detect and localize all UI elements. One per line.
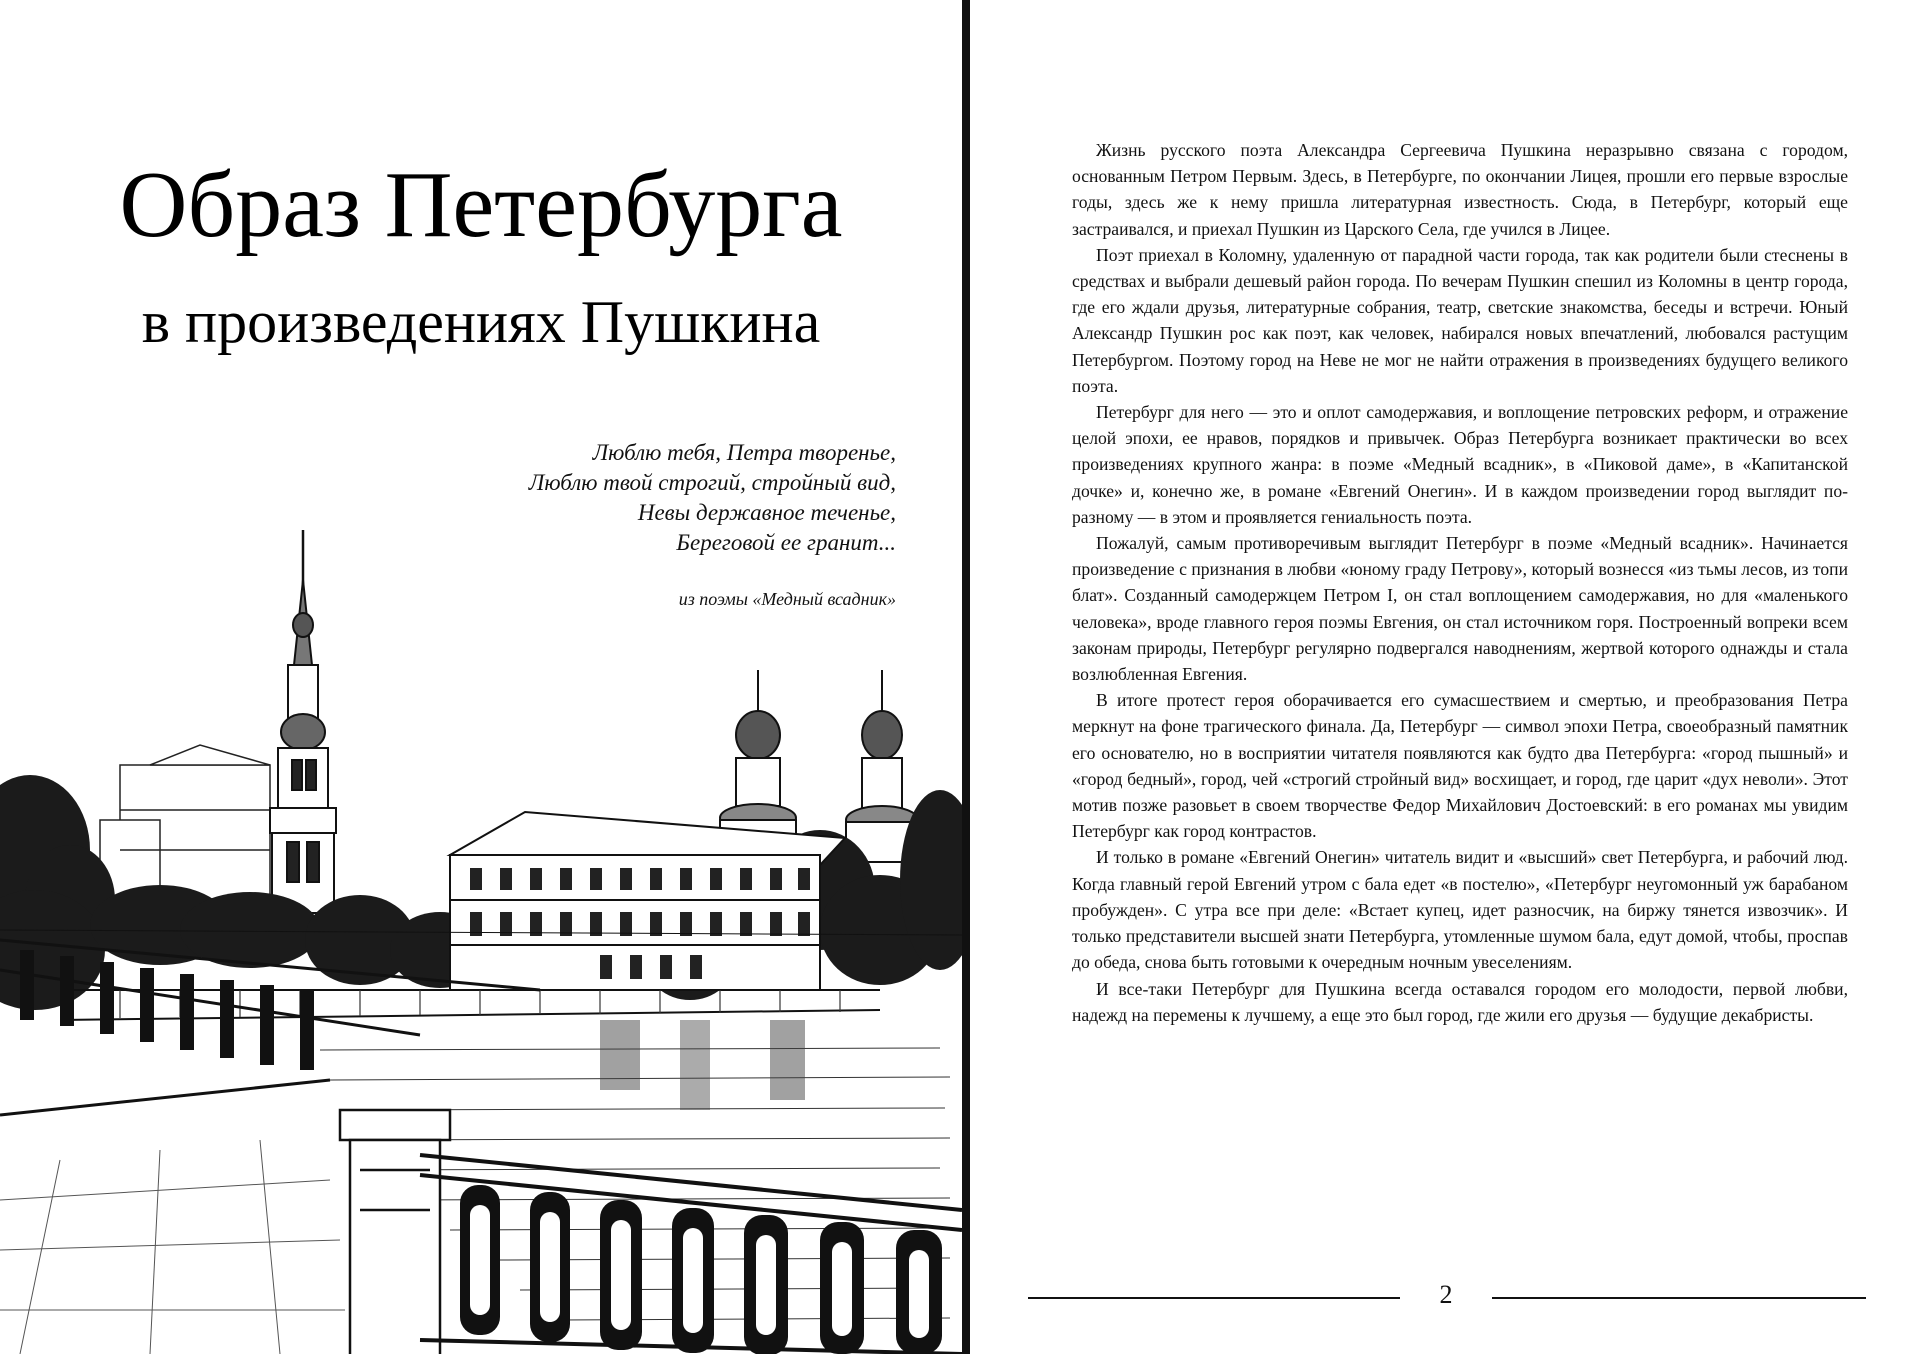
right-page — [970, 0, 1920, 1354]
book-spine-divider — [962, 0, 970, 1354]
footer-rule — [1492, 1297, 1866, 1299]
page-subtitle: в произведениях Пушкина — [141, 289, 821, 355]
paragraph: Жизнь русского поэта Александра Сергеевича Пушкина неразрывно связана с городом, основанным Петром Первым. Здесь, в Петербурге, по окончании Лицея, прошли его первые взрослые годы, здесь же к нему пришла литературная известность. Сюда, в Петербург, который еще застраивался, и приехал Пушкин из Царского Села, где учился в Лицее. — [1072, 140, 1848, 239]
paragraph: Петербург для него — это и оплот самодержавия, и воплощение петровских реформ, и отражение целой эпохи, ее нравов, порядков и привычек. Образ Петербурга возникает практически во всех произведениях крупного жанра: в поэме «Медный всадник», в «Пиковой даме», в «Капитанской дочке» и, конечно же, в романе «Евгений Онегин». И в каждом произведении город выглядит по-разному — в этом и проявляется гениальность поэта. — [1072, 402, 1848, 527]
paragraph: Пожалуй, самым противоречивым выглядит Петербург в поэме «Медный всадник». Начинается произведение с признания в любви «юному граду Петрову», который вознесся «из тьмы лесов, из топи блат». Созданный самодержцем Петром I, он стал воплощением самодержавия, но для «маленького человека», вроде главного героя поэмы Евгения, он стал источником горя. Построенный вопреки всем законам природы, Петербург регулярно подвергался наводнениям, жертвой которого однажды и стала возлюбленная Евгения. — [1072, 533, 1848, 685]
page-number: 2 — [1439, 1280, 1453, 1309]
st-petersburg-embankment-illustration — [0, 520, 962, 1354]
epigraph-line: Невы державное теченье, — [637, 500, 896, 525]
footer-rule — [1028, 1297, 1400, 1299]
epigraph-source: из поэмы «Медный всадник» — [678, 589, 896, 609]
epigraph-line: Люблю тебя, Петра творенье, — [592, 440, 896, 465]
epigraph-line: Береговой ее гранит... — [676, 530, 896, 555]
paragraph: И только в романе «Евгений Онегин» читатель видит и «высший» свет Петербурга, и рабочий люд. Когда главный герой Евгений утром с бала едет «в постелю», «Петербург неугомонный уж барабаном пробужден». С утра все при деле: «Встает купец, идет разносчик, на биржу тянется извозчик». И только представители высшей знати Петербурга, утомленные шумом бала, едут домой, чтобы, проспав до обеда, снова быть готовыми к очередным ночным увеселениям. — [1072, 847, 1848, 973]
page-title: Образ Петербурга — [119, 153, 843, 257]
paragraph: И все-таки Петербург для Пушкина всегда оставался городом его молодости, первой любви, надежд на перемены к лучшему, а еще это был город, где жили его друзья — будущие декабристы. — [1072, 978, 1848, 1025]
epigraph-line: Люблю твой строгий, стройный вид, — [528, 470, 896, 495]
epigraph — [529, 438, 896, 558]
paragraph: Поэт приехал в Коломну, удаленную от парадной части города, так как родители были стеснены в средствах и выбрали дешевый район города. По вечерам Пушкин спешил из Коломны в центр города, где его ждали друзья, литературные собрания, театр, светские знакомства, беседы и встречи. Юный Александр Пушкин рос как поэт, как человек, набирался новых впечатлений, любовался растущим Петербургом. Поэтому город на Неве не мог не найти отражения в произведениях будущего великого поэта. — [1072, 244, 1848, 396]
paragraph: В итоге протест героя оборачивается его сумасшествием и смертью, и преобразования Петра меркнут на фоне трагического финала. Да, Петербург — символ эпохи Петра, своеобразный памятник его основателю, но в восприятии читателя появляются как будто два Петербурга: «город пышный» и «город бедный», город, чей «строгий стройный вид» восхищает, и город, где царит «дух неволи». Этот мотив позже разовьет в своем творчестве Федор Михайлович Достоевский: в его романах мы увидим Петербург как город контрастов. — [1072, 690, 1848, 842]
article-body — [1072, 137, 1848, 1028]
